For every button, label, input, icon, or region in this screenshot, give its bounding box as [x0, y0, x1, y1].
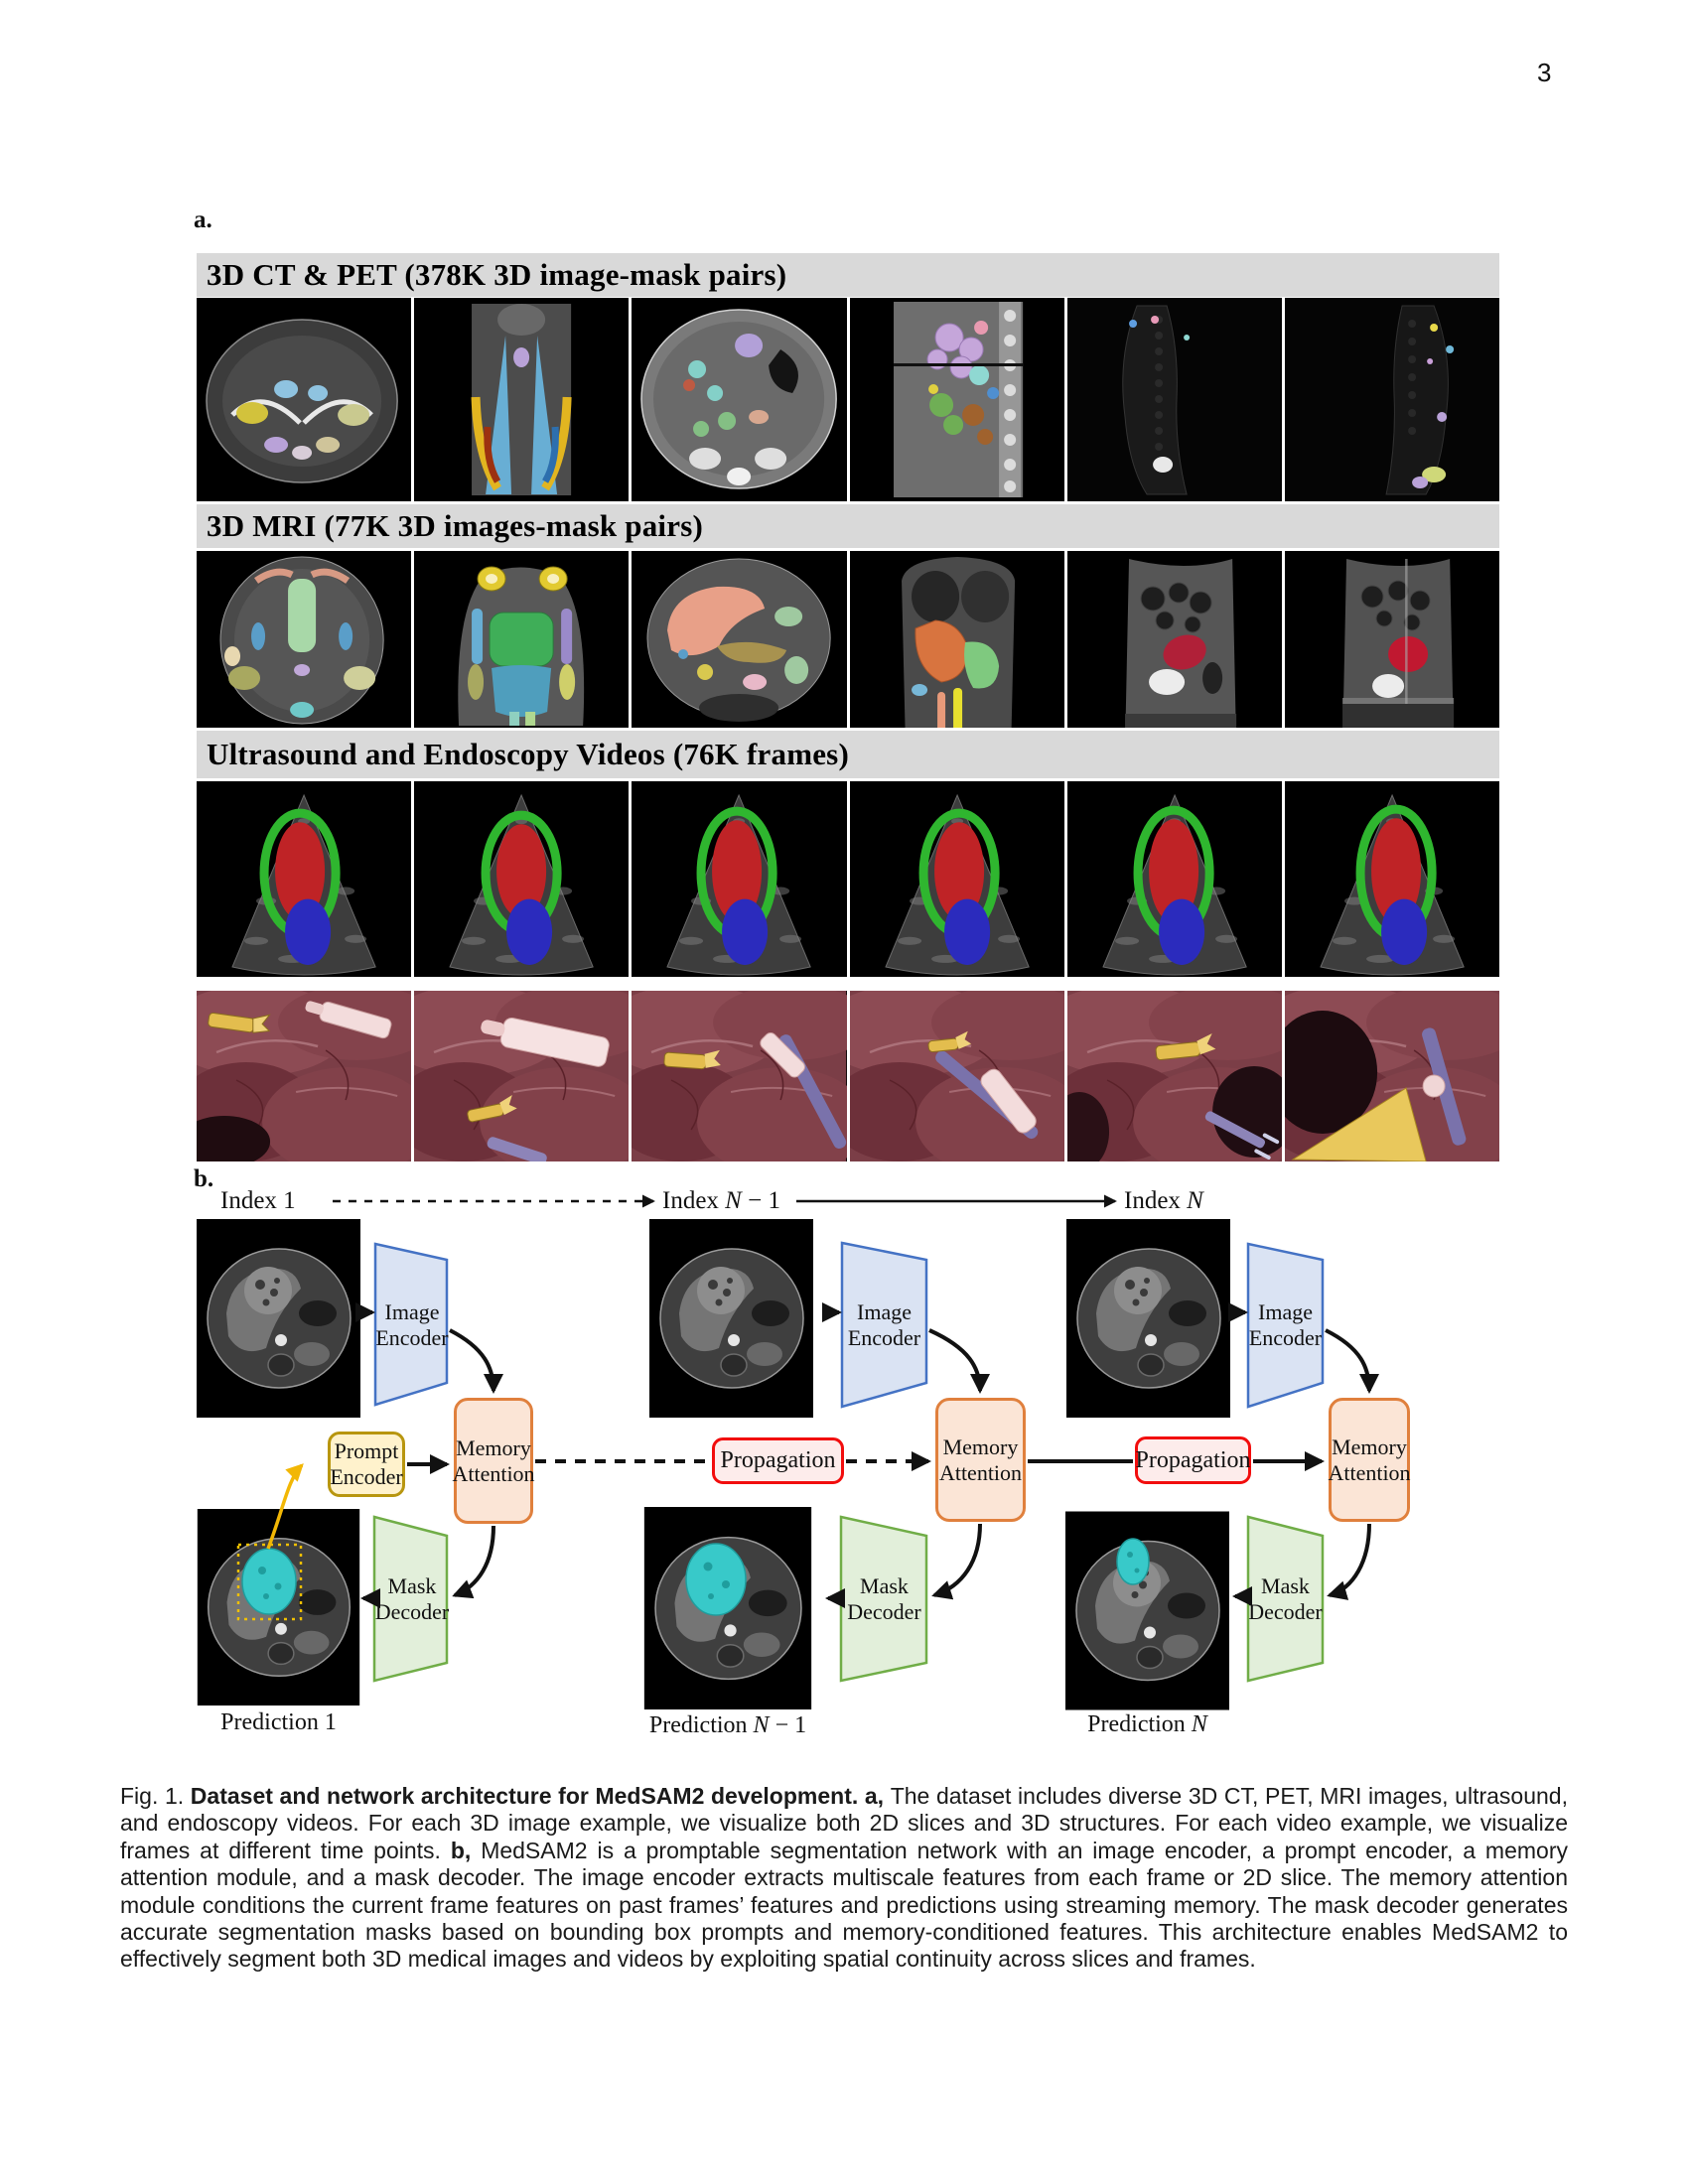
prediction-slice-n	[1065, 1512, 1229, 1710]
arrow-memory2-decoder2	[934, 1524, 980, 1595]
input-slice-n	[1066, 1219, 1230, 1418]
endoscopy-frame-5-graphic	[1067, 991, 1282, 1161]
prediction-n-1-label: Prediction N − 1	[648, 1712, 807, 1738]
pet-sagittal-1-graphic	[1067, 298, 1282, 501]
memory-attention-box-3	[1329, 1398, 1410, 1522]
panel-a-label: a.	[194, 206, 212, 233]
image-encoder-shape-1	[375, 1244, 447, 1405]
ultrasound-frame-2-graphic	[414, 781, 629, 977]
pet-sagittal-2-graphic	[1285, 298, 1499, 501]
memory-attention-label-1: Memory Attention	[452, 1434, 535, 1486]
tumor-mask-1	[242, 1549, 296, 1614]
mri-axial-abdomen-graphic	[632, 551, 846, 728]
ct-sagittal-3d-organs-graphic	[850, 298, 1064, 501]
mri-sagittal-pelvis-2	[1285, 551, 1499, 728]
arrow-encoder3-memory3	[1326, 1330, 1369, 1391]
memory-attention-box-2	[935, 1398, 1026, 1522]
page-number: 3	[1537, 58, 1552, 87]
input-slice-1	[197, 1219, 360, 1418]
endoscopy-frame-6	[1285, 991, 1499, 1161]
image-encoder-label-1: Image Encoder	[375, 1299, 449, 1350]
ultrasound-frame-3	[632, 781, 846, 977]
memory-attention-label-2: Memory Attention	[938, 1433, 1023, 1485]
input-slice-n1	[649, 1219, 813, 1418]
ct-coronal-hips-graphic	[414, 298, 629, 501]
mask-decoder-shape-1	[374, 1517, 447, 1681]
banner-video-title: Ultrasound and Endoscopy Videos (76K frames)	[207, 737, 849, 771]
ultrasound-frame-4-graphic	[850, 781, 1064, 977]
ct-sagittal-3d-organs	[850, 298, 1064, 501]
ultrasound-frame-2	[414, 781, 629, 977]
propagation-box-1	[712, 1437, 844, 1484]
endoscopy-frame-1-graphic	[197, 991, 411, 1161]
ultrasound-frame-6-graphic	[1285, 781, 1499, 977]
endoscopy-frame-6-graphic	[1285, 991, 1499, 1161]
propagation-box-2	[1135, 1436, 1251, 1484]
banner-mri	[197, 504, 1499, 548]
mri-coronal-neck-3d-graphic	[414, 551, 629, 728]
mri-image-row	[197, 551, 1499, 728]
ultrasound-frame-row	[197, 781, 1499, 977]
ct-coronal-hips	[414, 298, 629, 501]
endoscopy-frame-row	[197, 991, 1499, 1161]
mri-axial-abdomen	[632, 551, 846, 728]
banner-mri-title: 3D MRI (77K 3D images-mask pairs)	[207, 508, 703, 543]
tumor-mask-n	[1117, 1539, 1149, 1584]
mri-axial-head-graphic	[197, 551, 411, 728]
arrow-encoder1-memory1	[450, 1330, 493, 1391]
ultrasound-frame-1	[197, 781, 411, 977]
prompt-encoder-label: Prompt Encoder	[330, 1438, 403, 1489]
mri-axial-head	[197, 551, 411, 728]
image-encoder-label-3: Image Encoder	[1248, 1299, 1323, 1350]
index-1-label: Index 1	[220, 1187, 296, 1214]
mask-decoder-label-1: Mask Decoder	[374, 1573, 450, 1624]
ultrasound-frame-5-graphic	[1067, 781, 1282, 977]
endoscopy-frame-5	[1067, 991, 1282, 1161]
ct-axial-abdomen-graphic	[632, 298, 846, 501]
prediction-1-label: Prediction 1	[220, 1709, 337, 1735]
mri-sagittal-pelvis-1	[1067, 551, 1282, 728]
ultrasound-frame-1-graphic	[197, 781, 411, 977]
endoscopy-frame-4	[850, 991, 1064, 1161]
figure-caption	[120, 1783, 1568, 1974]
pet-sagittal-2	[1285, 298, 1499, 501]
image-encoder-shape-2	[842, 1243, 926, 1407]
image-encoder-label-2: Image Encoder	[847, 1299, 921, 1350]
index-n-1-label: Index N − 1	[662, 1187, 780, 1214]
mri-3d-torso-graphic	[850, 551, 1064, 728]
endoscopy-frame-2	[414, 991, 629, 1161]
ct-pet-image-row	[197, 298, 1499, 501]
ultrasound-frame-4	[850, 781, 1064, 977]
mask-decoder-shape-3	[1248, 1517, 1323, 1681]
mri-coronal-neck-3d	[414, 551, 629, 728]
banner-ct-pet-title: 3D CT & PET (378K 3D image-mask pairs)	[207, 257, 787, 292]
caption-text-a: The dataset includes diverse 3D CT, PET, MRI images, ultrasound, and endoscopy videos. For each 3D image example, we visualize both 2D slices and 3D structures. For each video example, we visualize frames at different time points.	[120, 1783, 1568, 1863]
ultrasound-frame-3-graphic	[632, 781, 846, 977]
endoscopy-frame-4-graphic	[850, 991, 1064, 1161]
arrow-encoder2-memory2	[929, 1330, 980, 1391]
banner-ct-pet	[197, 253, 1499, 297]
mri-sagittal-pelvis-2-graphic	[1285, 551, 1499, 728]
mask-decoder-label-2: Mask Decoder	[847, 1573, 921, 1624]
prediction-n-label: Prediction N	[1087, 1711, 1207, 1737]
panel-b-label: b.	[194, 1165, 214, 1192]
prompt-encoder-box	[328, 1432, 405, 1497]
ct-axial-abdomen	[632, 298, 846, 501]
ultrasound-frame-6	[1285, 781, 1499, 977]
memory-attention-label-3: Memory Attention	[1328, 1433, 1411, 1485]
arrow-memory1-decoder1	[455, 1526, 493, 1595]
propagation-label-2: Propagation	[1135, 1446, 1251, 1473]
mask-decoder-shape-2	[841, 1517, 926, 1681]
ultrasound-frame-5	[1067, 781, 1282, 977]
caption-fig-number: Fig. 1.	[120, 1783, 191, 1809]
banner-video	[197, 731, 1499, 778]
architecture-diagram	[189, 1161, 1420, 1757]
ct-axial-pelvis	[197, 298, 411, 501]
endoscopy-frame-3-graphic	[632, 991, 846, 1161]
pet-sagittal-1	[1067, 298, 1282, 501]
endoscopy-frame-1	[197, 991, 411, 1161]
index-n-label: Index N	[1124, 1187, 1203, 1214]
caption-bold-title: Dataset and network architecture for MedSAM2 development. a,	[190, 1783, 891, 1809]
caption-bold-b: b,	[450, 1837, 482, 1863]
endoscopy-frame-2-graphic	[414, 991, 629, 1161]
memory-attention-box-1	[454, 1398, 533, 1524]
propagation-label-1: Propagation	[720, 1447, 836, 1474]
caption-text-b: MedSAM2 is a promptable segmentation network with an image encoder, a prompt encoder, a memory attention module, and a mask decoder. The image encoder extracts multiscale features from each frame or 2D slice. The memory attention module conditions the current frame features on past frames’ features and predictions using streaming memory. The mask decoder generates accurate segmentation masks based on bounding box prompts and memory-conditioned features. This architecture enables MedSAM2 to effectively segment both 3D medical images and videos by exploiting spatial continuity across slices and frames.	[120, 1837, 1568, 1973]
mask-decoder-label-3: Mask Decoder	[1248, 1573, 1323, 1624]
arrow-memory3-decoder3	[1330, 1524, 1369, 1595]
endoscopy-frame-3	[632, 991, 846, 1161]
mri-3d-torso	[850, 551, 1064, 728]
mri-sagittal-pelvis-1-graphic	[1067, 551, 1282, 728]
ct-axial-pelvis-graphic	[197, 298, 411, 501]
image-encoder-shape-3	[1248, 1244, 1323, 1407]
tumor-mask-n1	[686, 1544, 746, 1615]
